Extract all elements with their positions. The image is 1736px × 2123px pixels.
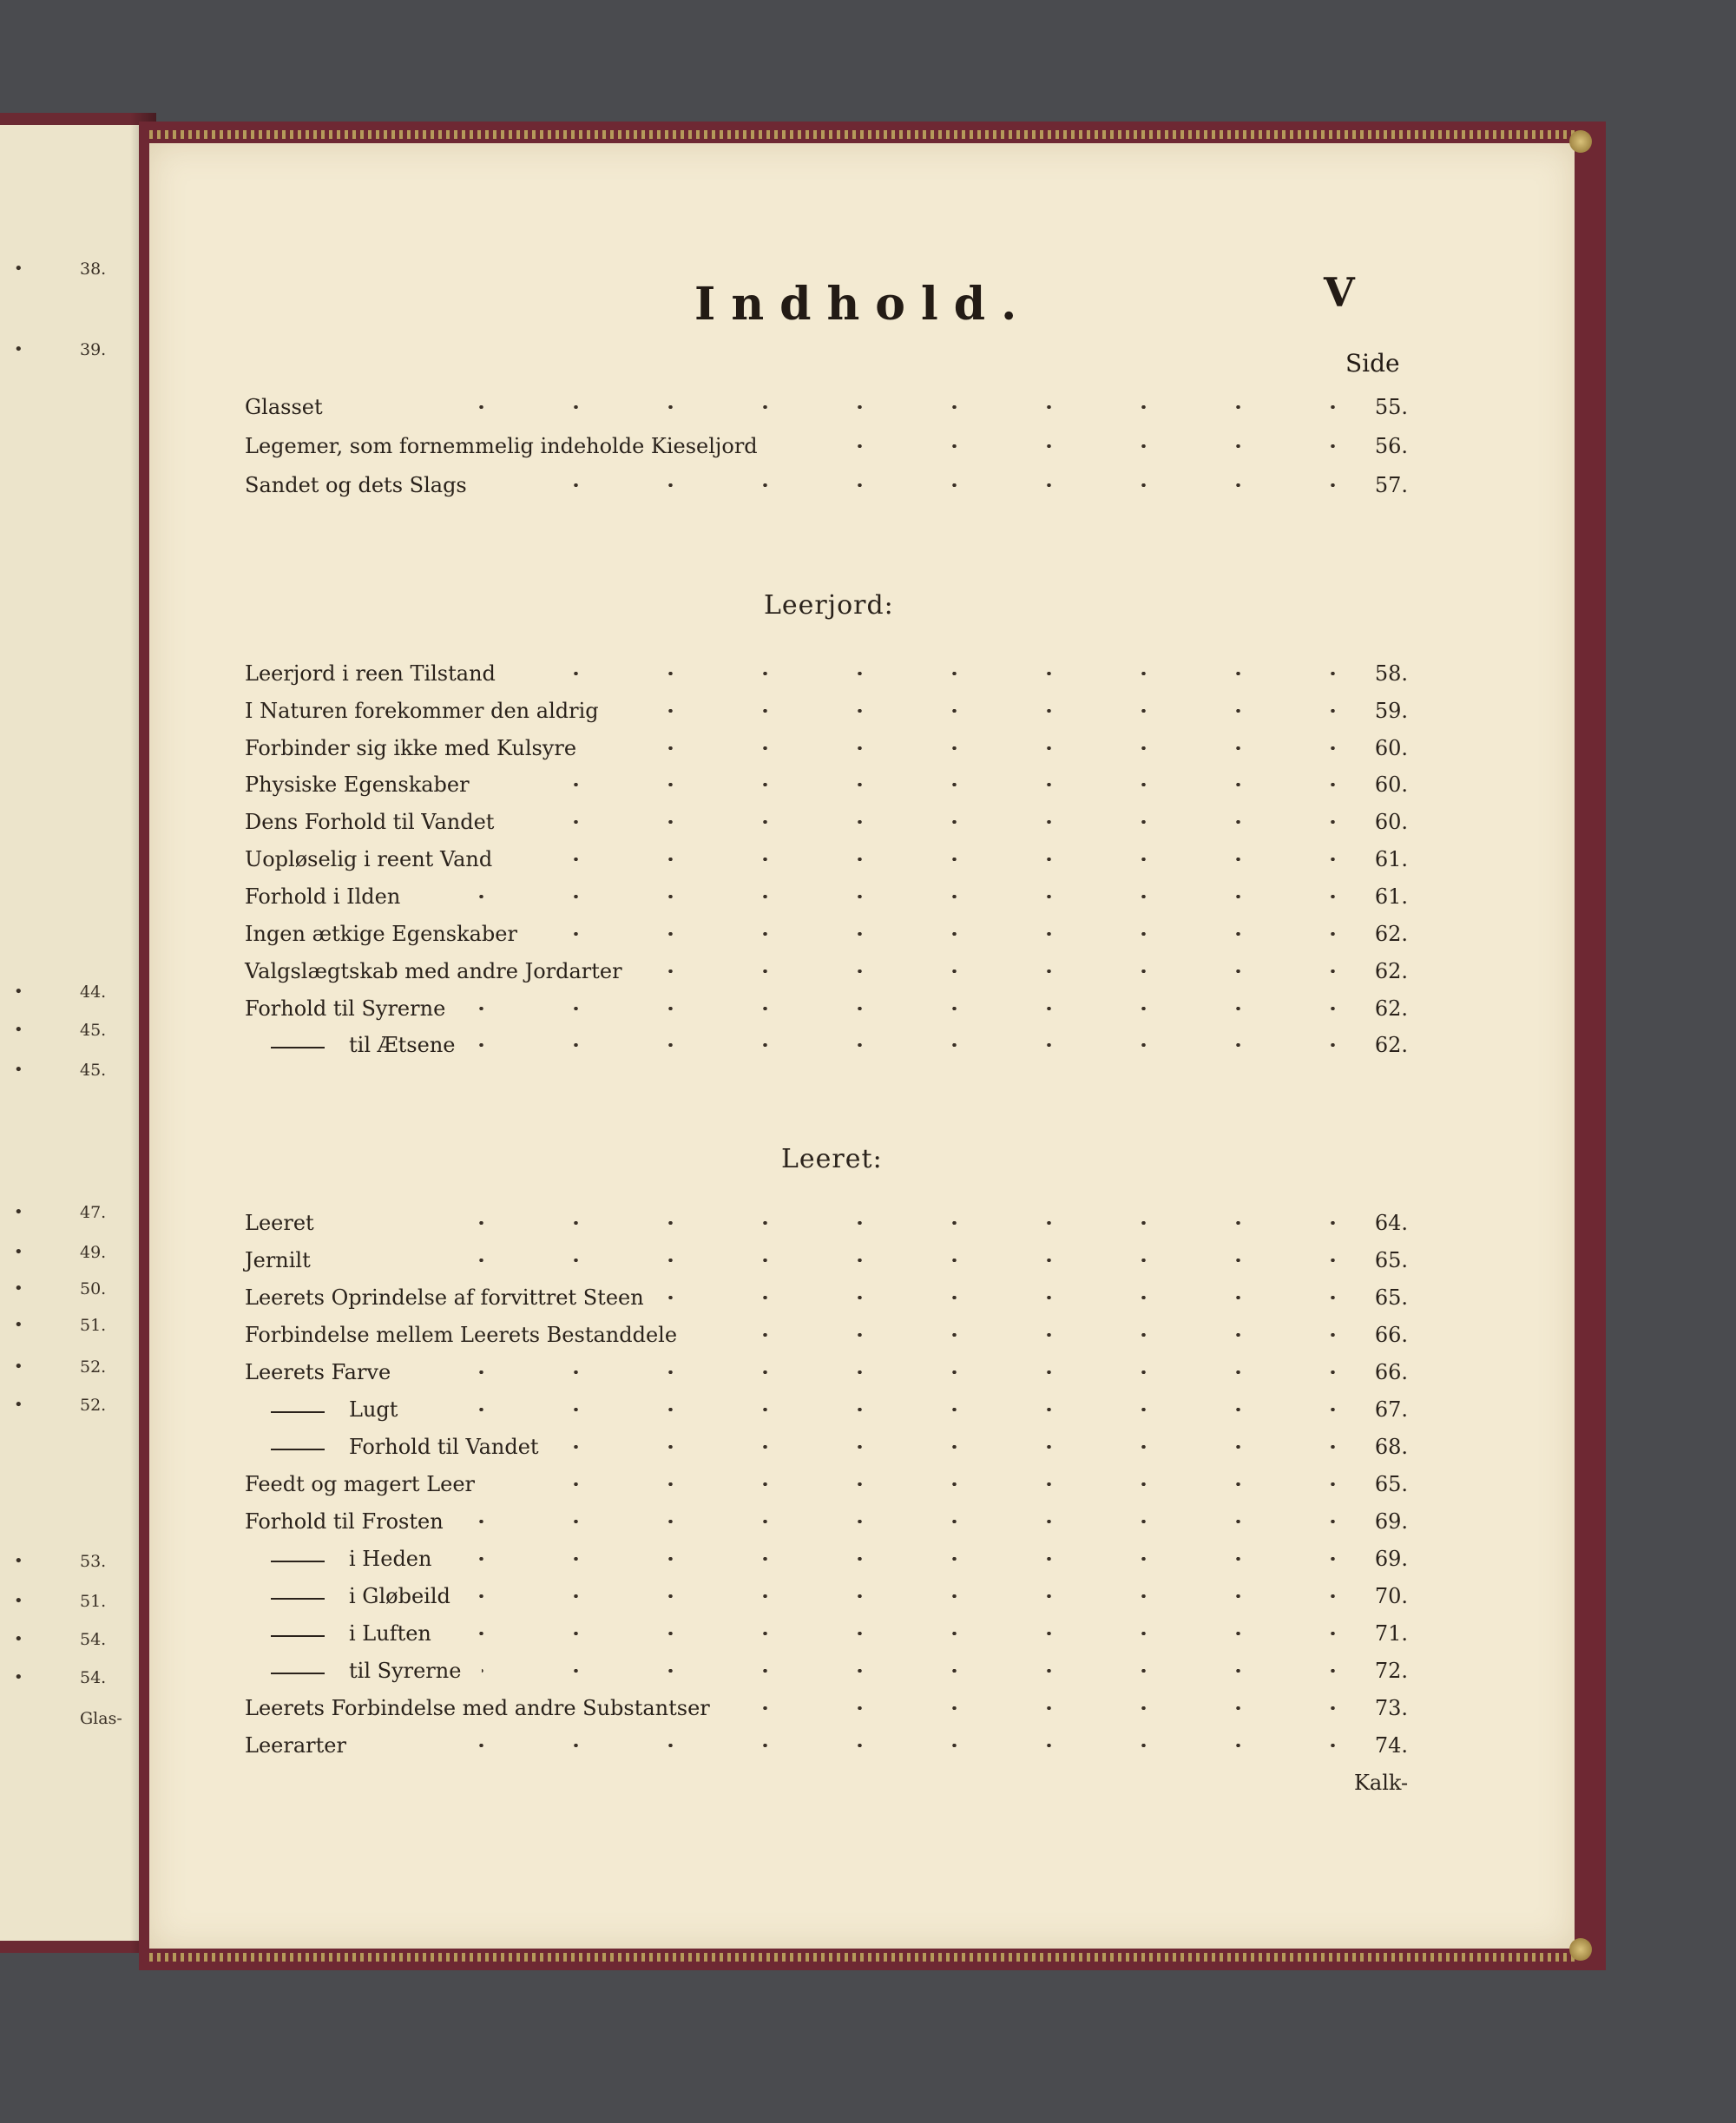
- toc-entry: [245, 847, 1408, 877]
- dot-leader: [482, 1669, 1364, 1673]
- dot-leader: [418, 1370, 1364, 1374]
- toc-entry: [245, 1435, 1408, 1464]
- toc-entry-title: Forhold til Vandet: [349, 1435, 539, 1459]
- toc-entry-page: 64.: [1374, 1211, 1408, 1235]
- toc-entry-page: 65.: [1374, 1472, 1408, 1496]
- toc-entry-title: Sandet og dets Slags: [245, 473, 467, 497]
- toc-entry-page: 71.: [1374, 1621, 1408, 1646]
- left-page-number: 54.: [80, 1630, 107, 1649]
- left-page-number: 44.: [80, 983, 107, 1002]
- toc-entry: [245, 884, 1408, 914]
- dot-leader: [731, 1706, 1364, 1710]
- toc-entry-title: Leerets Farve: [245, 1360, 391, 1384]
- ditto-dash: [271, 1561, 325, 1562]
- toc-entry-page: 59.: [1374, 699, 1408, 723]
- toc-entry-page: 62.: [1374, 922, 1408, 946]
- left-page-number: 53.: [80, 1552, 107, 1571]
- dot-leader: [516, 672, 1364, 675]
- dot-leader: [418, 1744, 1364, 1747]
- toc-entry-page: 65.: [1374, 1248, 1408, 1272]
- dot-leader: [560, 1445, 1364, 1449]
- dot-leader: [466, 1007, 1364, 1010]
- toc-entry: [245, 1397, 1408, 1427]
- toc-entry-title: Leerets Oprindelse af forvittret Steen: [245, 1285, 644, 1310]
- toc-entry-title: Leeret: [245, 1211, 314, 1235]
- toc-entry: [245, 736, 1408, 766]
- toc-entry-page: 62.: [1374, 996, 1408, 1021]
- toc-entry-title: Forhold til Syrerne: [245, 996, 446, 1021]
- toc-entry-page: 62.: [1374, 959, 1408, 983]
- toc-entry-page: 58.: [1374, 661, 1408, 686]
- toc-entry-page: 70.: [1374, 1584, 1408, 1608]
- toc-entry: [245, 1472, 1408, 1502]
- toc-entry: [245, 699, 1408, 728]
- corner-clasp-bottom: [1569, 1938, 1592, 1961]
- dot-leader: [476, 1043, 1364, 1047]
- toc-entry-title: Forbindelse mellem Leerets Bestanddele: [245, 1323, 678, 1347]
- ditto-dash: [271, 1411, 325, 1413]
- left-page-dot: •: [14, 1357, 23, 1376]
- page-number-roman: V: [1324, 269, 1355, 316]
- toc-entry: [245, 959, 1408, 989]
- toc-entry-page: 74.: [1374, 1733, 1408, 1758]
- toc-entry-page: 69.: [1374, 1547, 1408, 1571]
- left-page-dot: •: [14, 1552, 23, 1570]
- toc-entry: [245, 1323, 1408, 1352]
- ditto-dash: [271, 1047, 325, 1048]
- toc-entry-page: 55.: [1374, 395, 1408, 419]
- toc-entry-page: 67.: [1374, 1397, 1408, 1422]
- dot-leader: [471, 1594, 1364, 1598]
- toc-entry-page: 60.: [1374, 772, 1408, 797]
- left-page-number: 54.: [80, 1668, 107, 1687]
- dot-leader: [418, 1408, 1364, 1411]
- toc-entry: [245, 1659, 1408, 1688]
- gold-border-bottom: [149, 1953, 1575, 1962]
- toc-entry: [245, 996, 1408, 1026]
- toc-entry: [245, 1360, 1408, 1390]
- left-page-dot: •: [14, 1061, 23, 1079]
- left-page-dot: •: [14, 1396, 23, 1414]
- toc-entry-page: 73.: [1374, 1696, 1408, 1720]
- toc-entry: [245, 395, 1408, 424]
- toc-entry-title: Glasset: [245, 395, 323, 419]
- dot-leader: [496, 1482, 1364, 1486]
- dot-leader: [597, 746, 1364, 750]
- dot-leader: [418, 405, 1364, 409]
- toc-entry-title: Leerarter: [245, 1733, 346, 1758]
- dot-leader: [665, 1296, 1364, 1299]
- left-page-number: 51.: [80, 1316, 107, 1335]
- left-page-dot: •: [14, 1021, 23, 1039]
- ditto-dash: [271, 1598, 325, 1600]
- toc-entry-title: Leerjord i reen Tilstand: [245, 661, 496, 686]
- toc-entry-title: Physiske Egenskaber: [245, 772, 470, 797]
- ditto-dash: [271, 1673, 325, 1674]
- toc-entry-title: Legemer, som fornemmelig indeholde Kieseljord: [245, 434, 758, 458]
- toc-entry-title: Valgslægtskab med andre Jordarter: [245, 959, 622, 983]
- toc-entry: [245, 661, 1408, 691]
- left-page-dot: •: [14, 1279, 23, 1298]
- dot-leader: [643, 969, 1364, 973]
- left-page-dot: •: [14, 1316, 23, 1334]
- dot-leader: [452, 1632, 1364, 1635]
- left-page-dot: •: [14, 340, 23, 358]
- dot-leader: [779, 444, 1364, 448]
- left-page-dot: •: [14, 1592, 23, 1610]
- toc-entry: [245, 1696, 1408, 1725]
- toc-entry-page: 66.: [1374, 1360, 1408, 1384]
- toc-entry-page: 62.: [1374, 1033, 1408, 1057]
- dot-leader: [538, 932, 1364, 936]
- toc-entry-title: Forhold i Ilden: [245, 884, 401, 909]
- toc-entry-title: Forhold til Frosten: [245, 1509, 444, 1534]
- dot-leader: [464, 1520, 1364, 1523]
- section-heading: Leerjord:: [764, 590, 894, 621]
- left-page-number: 45.: [80, 1021, 107, 1040]
- dot-leader: [513, 858, 1364, 861]
- left-page-number: 39.: [80, 340, 107, 359]
- left-page-number: 38.: [80, 260, 107, 279]
- left-page-catchword: Glas-: [80, 1709, 122, 1728]
- dot-leader: [452, 1557, 1364, 1561]
- toc-entry: [245, 1621, 1408, 1651]
- toc-entry-title: til Syrerne: [349, 1659, 462, 1683]
- toc-entry-page: 61.: [1374, 847, 1408, 871]
- column-label-side: Side: [1345, 349, 1400, 378]
- dot-leader: [490, 783, 1364, 786]
- left-page-dot: •: [14, 1668, 23, 1686]
- toc-entry: [245, 1285, 1408, 1315]
- toc-entry-title: I Naturen forekommer den aldrig: [245, 699, 599, 723]
- toc-entry-title: Feedt og magert Leer: [245, 1472, 476, 1496]
- toc-entry-title: Jernilt: [245, 1248, 311, 1272]
- left-page-dot: •: [14, 1243, 23, 1261]
- left-page-number: 52.: [80, 1396, 107, 1415]
- toc-entry: [245, 1033, 1408, 1062]
- toc-entry-page: 66.: [1374, 1323, 1408, 1347]
- toc-entry-title: Leerets Forbindelse med andre Substantser: [245, 1696, 710, 1720]
- corner-clasp-top: [1569, 130, 1592, 153]
- dot-leader: [698, 1333, 1364, 1337]
- section-heading: Leeret:: [781, 1144, 883, 1174]
- toc-entry: [245, 1547, 1408, 1576]
- left-page-dot: •: [14, 983, 23, 1001]
- toc-entry: [245, 1509, 1408, 1539]
- left-page-number: 47.: [80, 1203, 107, 1222]
- toc-entry: [245, 434, 1408, 463]
- toc-entry-page: 72.: [1374, 1659, 1408, 1683]
- dot-leader: [418, 1259, 1364, 1262]
- ditto-dash: [271, 1635, 325, 1637]
- left-page-dot: •: [14, 1203, 23, 1221]
- toc-entry-page: 56.: [1374, 434, 1408, 458]
- toc-entry-title: i Luften: [349, 1621, 431, 1646]
- toc-entry-title: Forbinder sig ikke med Kulsyre: [245, 736, 577, 760]
- toc-entry-title: Lugt: [349, 1397, 398, 1422]
- toc-entry: [245, 1584, 1408, 1614]
- toc-entry-page: 68.: [1374, 1435, 1408, 1459]
- toc-entry-page: 60.: [1374, 810, 1408, 834]
- dot-leader: [488, 483, 1364, 487]
- toc-entry: [245, 473, 1408, 503]
- left-page-number: 49.: [80, 1243, 107, 1262]
- toc-entry-title: til Ætsene: [349, 1033, 456, 1057]
- left-page-number: 51.: [80, 1592, 107, 1611]
- toc-entry: [245, 772, 1408, 802]
- dot-leader: [515, 820, 1364, 824]
- left-page-number: 45.: [80, 1061, 107, 1080]
- toc-entry-title: Uopløselig i reent Vand: [245, 847, 493, 871]
- toc-entry-page: 65.: [1374, 1285, 1408, 1310]
- left-page-number: 50.: [80, 1279, 107, 1298]
- dot-leader: [418, 1221, 1364, 1225]
- toc-entry-page: 60.: [1374, 736, 1408, 760]
- gold-border-top: [149, 130, 1575, 139]
- toc-entry-page: 57.: [1374, 473, 1408, 497]
- left-page-number: 52.: [80, 1357, 107, 1377]
- left-page-dot: •: [14, 1630, 23, 1648]
- toc-entry: [245, 922, 1408, 951]
- toc-entry-page: 69.: [1374, 1509, 1408, 1534]
- toc-entry-title: Dens Forhold til Vandet: [245, 810, 495, 834]
- left-page-dot: •: [14, 260, 23, 278]
- dot-leader: [620, 709, 1364, 713]
- toc-entry-page: 61.: [1374, 884, 1408, 909]
- toc-entry-title: i Gløbeild: [349, 1584, 450, 1608]
- toc-entry: [245, 1733, 1408, 1763]
- toc-entry: [245, 1211, 1408, 1240]
- toc-entry-title: Ingen ætkige Egenskaber: [245, 922, 517, 946]
- ditto-dash: [271, 1449, 325, 1450]
- toc-entry-title: i Heden: [349, 1547, 432, 1571]
- toc-entry: [245, 810, 1408, 839]
- catchword: Kalk-: [1354, 1771, 1409, 1795]
- dot-leader: [421, 895, 1364, 898]
- page-title: Indhold.: [694, 278, 1033, 331]
- toc-entry: [245, 1248, 1408, 1278]
